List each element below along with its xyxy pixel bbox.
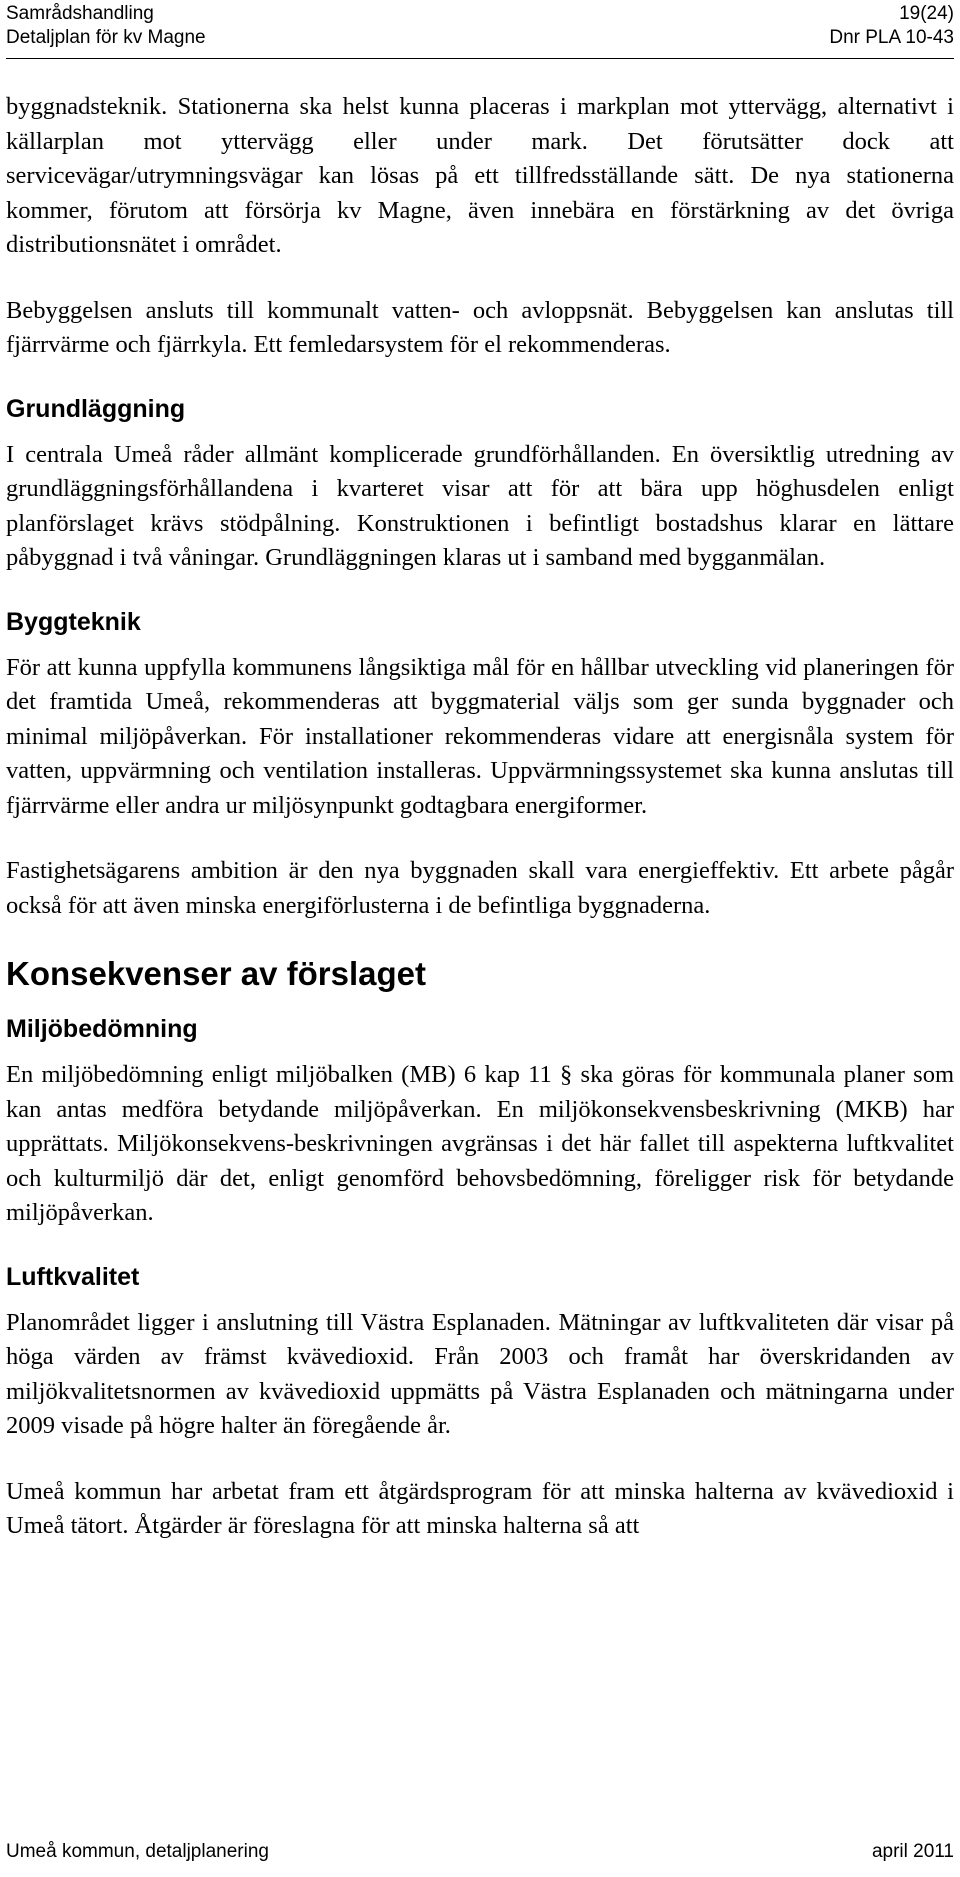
page-number: 19(24) — [899, 3, 954, 24]
document-type: Samrådshandling — [6, 3, 154, 24]
heading-luftkvalitet: Luftkvalitet — [6, 1262, 140, 1291]
header-divider — [6, 58, 954, 59]
heading-byggteknik: Byggteknik — [6, 607, 141, 636]
footer-organization: Umeå kommun, detaljplanering — [6, 1841, 269, 1862]
heading-grundlaggning: Grundläggning — [6, 394, 186, 423]
paragraph-grundlaggning: I centrala Umeå råder allmänt komplicerade grundförhållanden. En översiktlig utredning av grundläggningsförhållandena i kvarteret visar att för att bära upp höghusdelen enligt planförslaget krävs stödpålning. Konstruktionen i befintligt bostadshus klarar en lättare påbyggnad i två våningar. Grundläggningen klaras ut i samband med bygganmälan. — [6, 440, 954, 571]
paragraph-energy: Fastighetsägarens ambition är den nya byggnaden skall vara energieffektiv. Ett arbete pågår också för att även minska energiförlusterna i de befintliga byggnaderna. — [6, 857, 954, 919]
paragraph-byggteknik: För att kunna uppfylla kommunens långsiktiga mål för en hållbar utveckling vid planeringen för det framtida Umeå, rekommenderas att byggmaterial väljs som ger sunda byggnader och minimal miljöpåverkan. För installationer rekommenderas vidare att energisnåla system för vatten, uppvärmning och ventilation installeras. Uppvärmningssystemet ska kunna anslutas till fjärrvärme eller andra ur miljösynpunkt godtagbara energiformer. — [6, 653, 954, 819]
paragraph-water: Bebyggelsen ansluts till kommunalt vatten- och avloppsnät. Bebyggelsen kan anslutas till fjärrvärme och fjärrkyla. Ett femledarsystem för el rekommenderas. — [6, 296, 954, 358]
paragraph-luftkvalitet: Planområdet ligger i anslutning till Västra Esplanaden. Mätningar av luftkvaliteten där visar på höga värden av främst kvävedioxid. Från 2003 och framåt har överskridanden av miljökvalitetsnormen av kvävedioxid uppmätts på Västra Esplanaden och mätningarna under 2009 visade på högre halter än föregående år. — [6, 1308, 954, 1439]
heading-miljobedomning: Miljöbedömning — [6, 1015, 198, 1043]
footer-date: april 2011 — [871, 1841, 954, 1862]
paragraph-miljobedomning: En miljöbedömning enligt miljöbalken (MB) 6 kap 11 § ska göras för kommunala planer som kan antas medföra betydande miljöpåverkan. En miljökonsekvensbeskrivning (MKB) har upprättats. Miljökonsekvens-beskrivningen avgränsas i det här fallet till aspekterna luftkvalitet och kulturmiljö där det, enligt genomförd behovsbedömning, föreligger risk för betydande miljöpåverkan. — [6, 1061, 954, 1226]
heading-konsekvenser: Konsekvenser av förslaget — [6, 955, 427, 992]
document-title: Detaljplan för kv Magne — [6, 27, 206, 48]
paragraph-station: byggnadsteknik. Stationerna ska helst kunna placeras i markplan mot yttervägg, alternativt i källarplan mot yttervägg eller under mark. Det förutsätter dock att servicevägar/utrymningsvägar kan lösas på ett tillfredsställande sätt. De nya stationerna kommer, förutom att försörja kv Magne, även innebära en förstärkning av det övriga distributionsnätet i området. — [6, 93, 954, 258]
document-body — [6, 90, 954, 1544]
paragraph-atgardsprogram: Umeå kommun har arbetat fram ett åtgärdsprogram för att minska halterna av kvävedioxid i Umeå tätort. Åtgärder är föreslagna för att minska halterna så att — [6, 1477, 954, 1539]
document-dnr: Dnr PLA 10-43 — [829, 27, 954, 48]
